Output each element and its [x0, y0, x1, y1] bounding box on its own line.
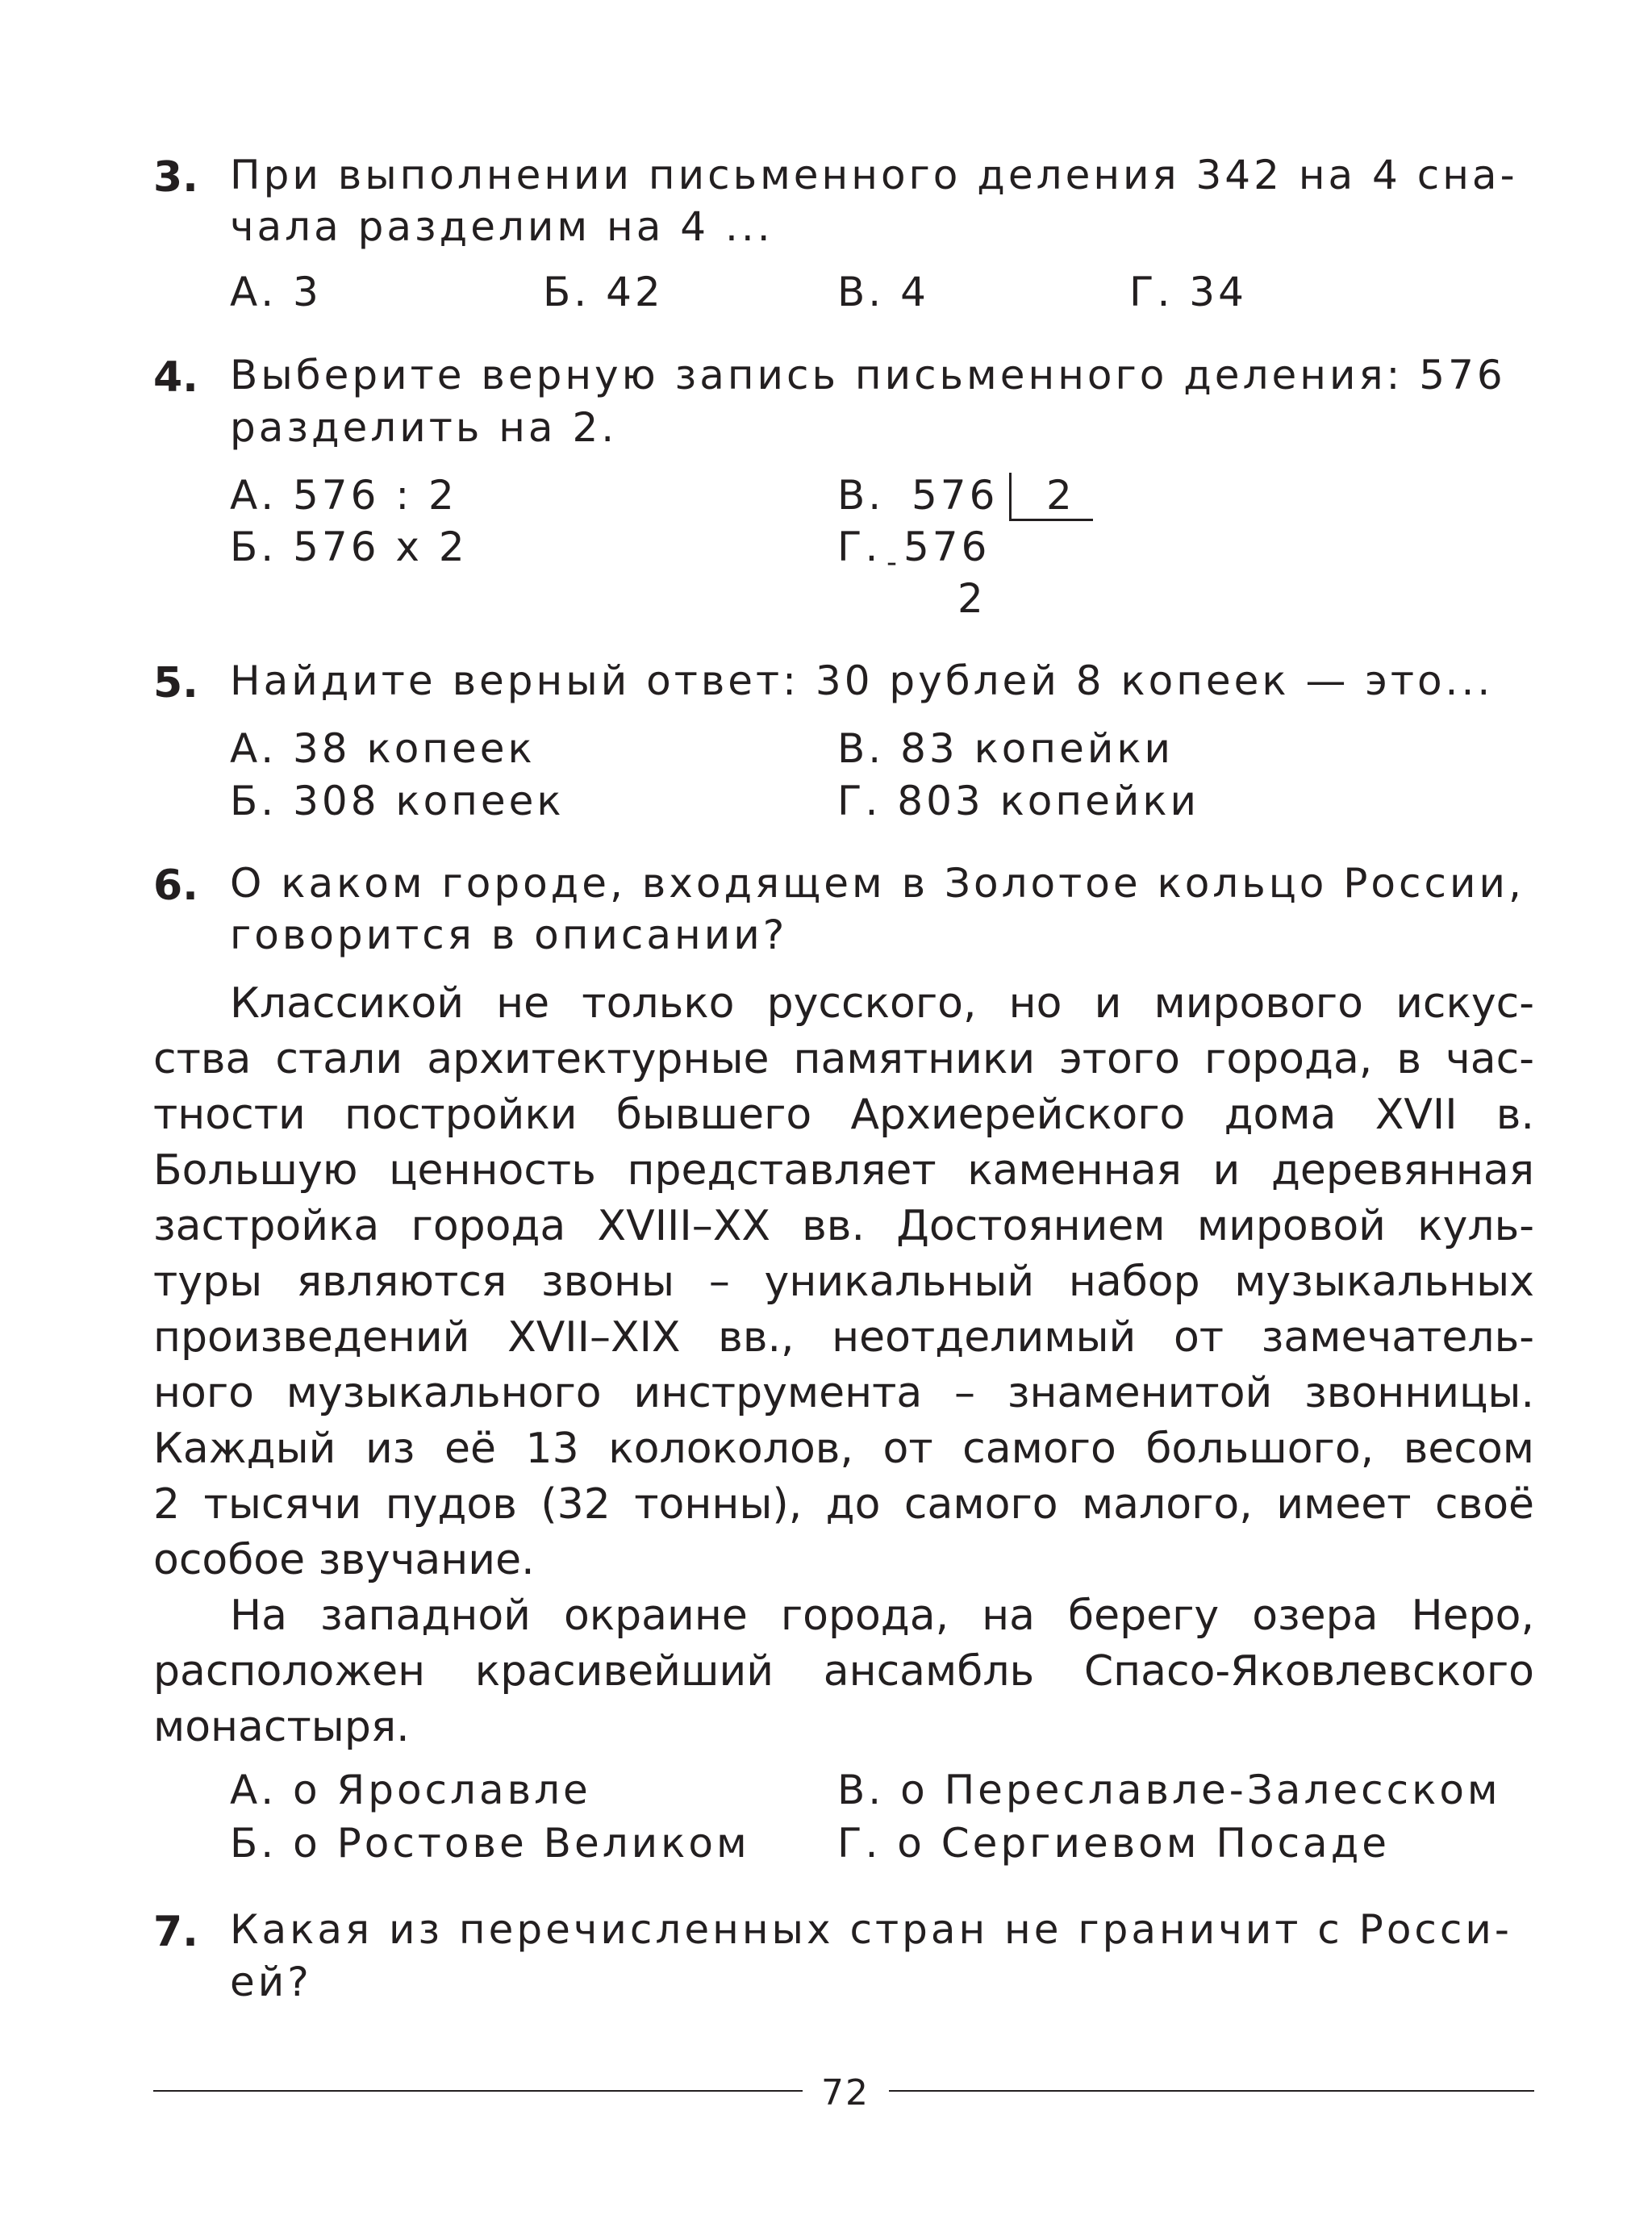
- question-5-option-b: Б. 308 копеек: [230, 778, 565, 824]
- question-7-text-line1: Какая из перечисленных стран не граничит с Росси-: [230, 1906, 1512, 1953]
- question-6-option-b: Б. о Ростове Великом: [230, 1820, 750, 1867]
- question-4-option-a: А. 576 : 2: [230, 472, 457, 519]
- footer-rule-right: [889, 2090, 1534, 2092]
- question-5-option-v: В. 83 копейки: [837, 725, 1174, 772]
- question-6-description-paragraph-1: [153, 976, 1534, 1588]
- question-4-option-v-dividend: 576: [912, 472, 999, 519]
- question-6-option-v: В. о Переславле-Залесском: [837, 1767, 1501, 1813]
- question-5-option-g: Г. 803 копейки: [837, 778, 1200, 824]
- paragraph-line: ства стали архитектурные памятники этого города, в час-: [153, 1035, 1534, 1083]
- paragraph-line: тности постройки бывшего Архиерейского дома XVII в.: [153, 1091, 1534, 1139]
- question-4-number: 4.: [153, 353, 198, 402]
- paragraph-line: монастыря.: [153, 1703, 410, 1751]
- paragraph-line: Большую ценность представляет каменная и деревянная: [153, 1146, 1534, 1195]
- question-4-option-g-minus: -: [886, 546, 897, 579]
- question-3-option-v: В. 4: [837, 269, 929, 315]
- paragraph-line: 2 тысячи пудов (32 тонны), до самого малого, имеет своё: [153, 1480, 1534, 1529]
- division-bracket-vertical: [1009, 473, 1012, 521]
- question-3-option-a: А. 3: [230, 269, 322, 315]
- page-number: 72: [821, 2072, 870, 2113]
- question-4-option-v-divisor: 2: [1046, 472, 1075, 519]
- paragraph-line: На западной окраине города, на берегу озера Неро,: [230, 1592, 1534, 1640]
- paragraph-line: Классикой не только русского, но и мирового искус-: [230, 979, 1534, 1028]
- paragraph-line: произведений XVII–XIX вв., неотделимый от замечатель-: [153, 1313, 1534, 1362]
- paragraph-line: застройка города XVIII–XX вв. Достоянием мировой куль-: [153, 1202, 1534, 1250]
- question-6-option-g: Г. о Сергиевом Посаде: [837, 1820, 1391, 1867]
- paragraph-line: особое звучание.: [153, 1536, 535, 1584]
- question-5-option-a: А. 38 копеек: [230, 725, 536, 772]
- question-4-option-g-label: Г.: [837, 524, 882, 570]
- question-7-text-line2: ей?: [230, 1959, 312, 2005]
- question-6-description-paragraph-2: [153, 1588, 1534, 1755]
- paragraph-line: расположен красивейший ансамбль Спасо-Яковлевского: [153, 1647, 1534, 1696]
- paragraph-line: ного музыкального инструмента – знаменитой звонницы.: [153, 1369, 1534, 1417]
- question-4-option-b: Б. 576 х 2: [230, 524, 468, 570]
- question-3-option-b: Б. 42: [543, 269, 664, 315]
- question-4-text-line2: разделить на 2.: [230, 404, 618, 451]
- question-4-text-line1: Выберите верную запись письменного деления: 576: [230, 352, 1506, 398]
- division-bracket-horizontal: [1009, 519, 1093, 521]
- footer-rule-left: [153, 2090, 803, 2092]
- question-5-text-line1: Найдите верный ответ: 30 рублей 8 копеек — это...: [230, 657, 1494, 704]
- question-6-text-line1: О каком городе, входящем в Золотое кольцо России,: [230, 860, 1525, 907]
- question-3-text-line1: При выполнении письменного деления 342 на 4 сна-: [230, 152, 1518, 198]
- question-3-number: 3.: [153, 153, 198, 202]
- question-6-option-a: А. о Ярославле: [230, 1767, 591, 1813]
- paragraph-line: туры являются звоны – уникальный набор музыкальных: [153, 1258, 1534, 1306]
- question-4-option-v-label: В.: [837, 472, 885, 519]
- question-6-text-line2: говорится в описании?: [230, 912, 788, 958]
- question-4-option-g-dividend: 576: [903, 524, 991, 570]
- question-4-option-g-divisor: 2: [957, 575, 987, 622]
- paragraph-line: Каждый из её 13 колоколов, от самого большого, весом: [153, 1425, 1534, 1473]
- question-7-number: 7.: [153, 1908, 198, 1956]
- question-3-option-g: Г. 34: [1129, 269, 1247, 315]
- question-5-number: 5.: [153, 659, 198, 707]
- question-3-text-line2: чала разделим на 4 ...: [230, 203, 774, 250]
- question-6-number: 6.: [153, 862, 198, 910]
